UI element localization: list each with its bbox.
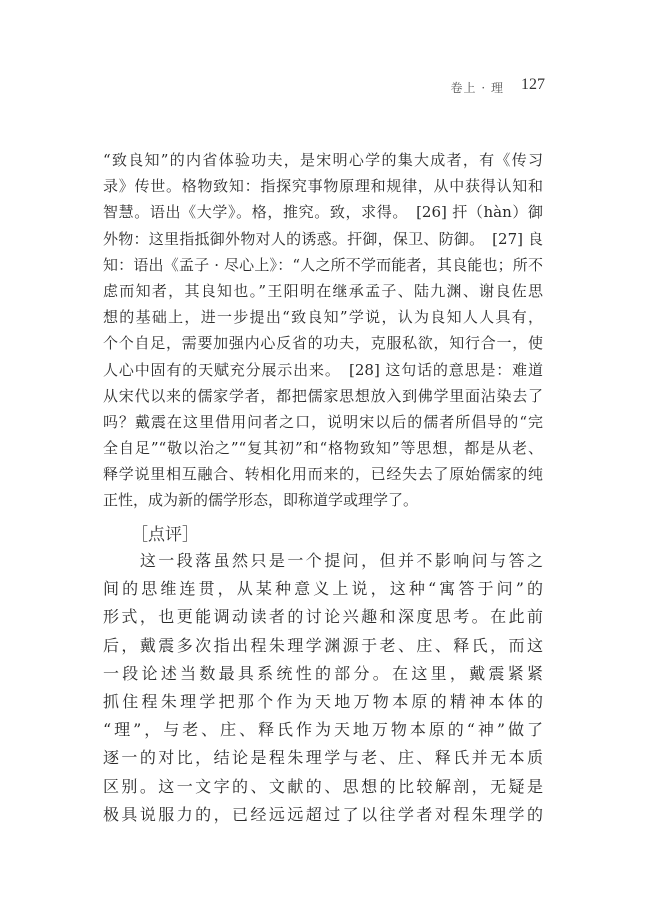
- review-line: 这一段落虽然只是一个提问，但并不影响问与答之: [103, 551, 543, 570]
- review-line: 一段论述当数最具系统性的部分。在这里，戴震紧紧: [103, 663, 543, 683]
- notes-line: 个个自足，需要加强内心反省的功夫，克服私欲，知行合一，使: [103, 334, 543, 353]
- review-block: [103, 547, 543, 829]
- review-line: 区别。这一文字的、文献的、思想的比较解剖，无疑是: [103, 776, 543, 796]
- review-line: 抓住程朱理学把那个作为天地万物本原的精神本体的: [103, 691, 543, 711]
- review-line: 形式，也更能调动读者的讨论兴趣和深度思考。在此前: [103, 607, 543, 627]
- notes-line-last: 正性，成为新的儒学形态，即称道学或理学了。: [103, 491, 419, 510]
- notes-line: 录》传世。格物致知：指探究事物原理和规律，从中获得认知和: [103, 177, 543, 196]
- notes-line: 知：语出《孟子 · 尽心上》：“人之所不学而能者，其良能也；所不: [103, 255, 543, 274]
- notes-line: 虑而知者，其良知也。”王阳明在继承孟子、陆九渊、谢良佐思: [103, 281, 543, 300]
- review-heading: ［点评］: [131, 525, 199, 545]
- notes-line: 智慧。语出《大学》。格，推究。致，求得。 [26] 扞（hàn）御: [103, 203, 543, 222]
- review-line: “理”，与老、庄、释氏作为天地万物本原的“神”做了: [103, 720, 543, 740]
- notes-line: 全自足”“敬以治之”“复其初”和“格物致知”等思想，都是从老、: [103, 439, 543, 458]
- notes-line: “致良知”的内省体验功夫，是宋明心学的集大成者，有《传习: [103, 151, 543, 169]
- notes-line: 人心中固有的天赋充分展示出来。 [28] 这句话的意思是：难道: [103, 360, 543, 379]
- running-header: [0, 76, 650, 96]
- review-line: 后，戴震多次指出程朱理学渊源于老、庄、释氏，而这: [103, 635, 543, 655]
- page-number: 127: [521, 76, 545, 93]
- review-line: 间的思维连贯，从某种意义上说，这种“寓答于问”的: [103, 579, 543, 599]
- notes-line: 吗？戴震在这里借用问者之口，说明宋以后的儒者所倡导的“完: [103, 412, 543, 431]
- notes-line: 释学说里相互融合、转相化用而来的，已经失去了原始儒家的纯: [103, 465, 543, 484]
- review-line: 逐一的对比，结论是程朱理学与老、庄、释氏并无本质: [103, 748, 543, 768]
- notes-line: 从宋代以来的儒家学者，都把儒家思想放入到佛学里面沾染去了: [103, 386, 543, 405]
- review-line: 极具说服力的，已经远远超过了以往学者对程朱理学的: [103, 804, 543, 824]
- notes-block: [103, 147, 543, 514]
- notes-line: 外物：这里指抵御外物对人的诱惑。扞御，保卫、防御。 [27] 良: [103, 229, 543, 248]
- running-header-section: 卷上 · 理: [450, 81, 504, 95]
- notes-line: 想的基础上，进一步提出“致良知”学说，认为良知人人具有，: [103, 308, 543, 327]
